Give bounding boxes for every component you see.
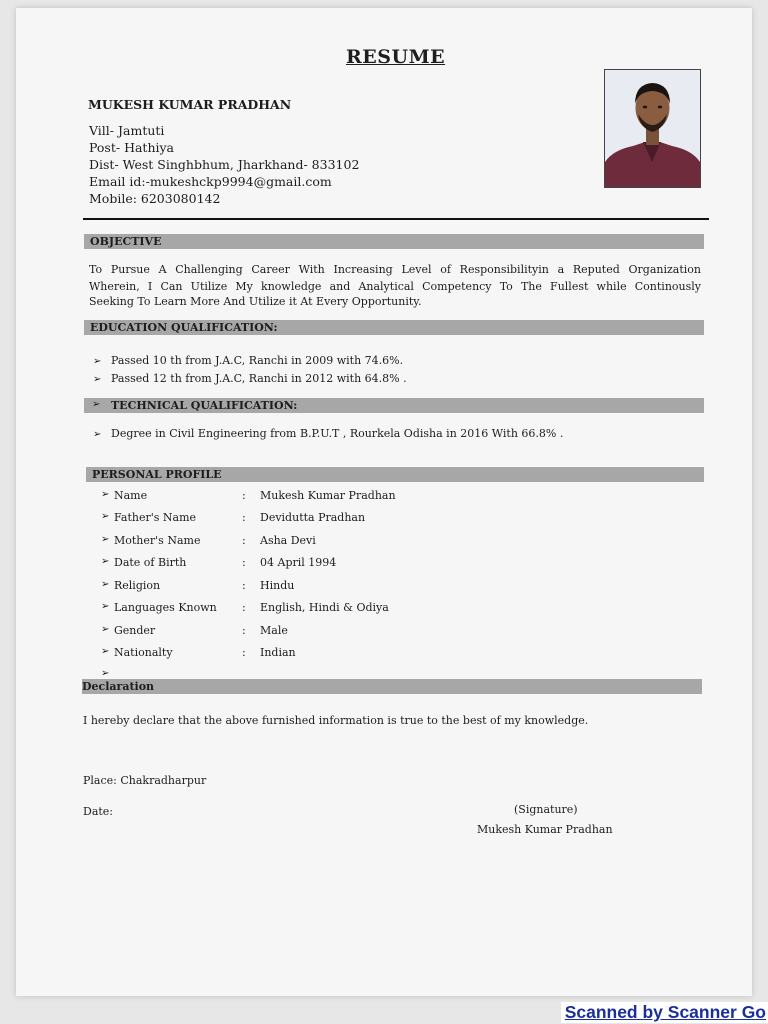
profile-photo bbox=[604, 69, 701, 188]
personal-label: Name bbox=[114, 489, 148, 502]
personal-label: Date of Birth bbox=[114, 556, 187, 569]
personal-label: Father's Name bbox=[114, 511, 197, 524]
education-item bbox=[93, 372, 407, 385]
personal-heading: PERSONAL PROFILE bbox=[92, 468, 222, 481]
objective-line-3: Seeking To Learn More And Utilize it At Every Opportunity. bbox=[89, 295, 422, 308]
personal-label: Languages Known bbox=[114, 601, 217, 614]
address-district: Dist- West Singhbhum, Jharkhand- 833102 bbox=[89, 157, 360, 172]
candidate-name: MUKESH KUMAR PRADHAN bbox=[88, 97, 292, 112]
technical-item bbox=[93, 427, 563, 440]
arrow-bullet-icon: ➢ bbox=[93, 374, 102, 385]
arrow-bullet-icon: ➢ bbox=[101, 534, 110, 545]
personal-colon: : bbox=[242, 646, 246, 659]
date-line: Date: bbox=[83, 805, 114, 818]
arrow-bullet-icon: ➢ bbox=[101, 489, 110, 500]
education-item bbox=[93, 354, 403, 367]
declaration-text: I hereby declare that the above furnished information is true to the best of my knowledge. bbox=[83, 714, 589, 727]
personal-label: Nationalty bbox=[114, 646, 173, 659]
resume-page bbox=[16, 8, 752, 996]
personal-colon: : bbox=[242, 556, 246, 569]
contact-email: Email id:-mukeshckp9994@gmail.com bbox=[89, 174, 332, 189]
arrow-bullet-icon: ➢ bbox=[101, 624, 110, 635]
personal-heading-bar bbox=[86, 467, 704, 482]
education-heading: EDUCATION QUALIFICATION: bbox=[90, 321, 278, 334]
objective-line-2: Wherein, I Can Utilize My knowledge and Analytical Competency To The Fullest while Continously bbox=[89, 280, 701, 293]
scanner-watermark: Scanned by Scanner Go bbox=[561, 1002, 768, 1023]
education-item-text: Passed 10 th from J.A.C, Ranchi in 2009 with 74.6%. bbox=[111, 354, 404, 367]
objective-heading-bar bbox=[84, 234, 704, 249]
arrow-bullet-icon: ➢ bbox=[101, 511, 110, 522]
technical-heading-bar bbox=[84, 398, 704, 413]
declaration-heading: Declaration bbox=[82, 680, 155, 693]
personal-value: Male bbox=[260, 624, 288, 637]
personal-value: 04 April 1994 bbox=[260, 556, 337, 569]
signature-label: (Signature) bbox=[514, 803, 578, 816]
personal-colon: : bbox=[242, 489, 246, 502]
objective-heading: OBJECTIVE bbox=[90, 235, 162, 248]
personal-value: Hindu bbox=[260, 579, 295, 592]
technical-heading: TECHNICAL QUALIFICATION: bbox=[111, 399, 298, 412]
header-divider bbox=[83, 218, 709, 220]
address-post: Post- Hathiya bbox=[89, 140, 175, 155]
arrow-bullet-icon: ➢ bbox=[93, 429, 102, 440]
arrow-bullet-icon: ➢ bbox=[101, 668, 110, 679]
personal-value: Mukesh Kumar Pradhan bbox=[260, 489, 396, 502]
personal-value: Indian bbox=[260, 646, 296, 659]
personal-colon: : bbox=[242, 624, 246, 637]
personal-value: English, Hindi & Odiya bbox=[260, 601, 389, 614]
personal-label: Gender bbox=[114, 624, 156, 637]
arrow-bullet-icon: ➢ bbox=[101, 601, 110, 612]
resume-title: RESUME bbox=[346, 46, 446, 68]
personal-label: Religion bbox=[114, 579, 161, 592]
place-line: Place: Chakradharpur bbox=[83, 774, 207, 787]
personal-colon: : bbox=[242, 511, 246, 524]
personal-colon: : bbox=[242, 534, 246, 547]
personal-colon: : bbox=[242, 579, 246, 592]
person-photo-icon bbox=[605, 70, 700, 187]
personal-colon: : bbox=[242, 601, 246, 614]
arrow-bullet-icon: ➢ bbox=[92, 399, 101, 410]
objective-line-1: To Pursue A Challenging Career With Increasing Level of Responsibilityin a Reputed Organization bbox=[89, 263, 701, 276]
personal-value: Asha Devi bbox=[260, 534, 316, 547]
technical-item-text: Degree in Civil Engineering from B.P.U.T , Rourkela Odisha in 2016 With 66.8% . bbox=[111, 427, 564, 440]
education-heading-bar bbox=[84, 320, 704, 335]
arrow-bullet-icon: ➢ bbox=[101, 556, 110, 567]
contact-mobile: Mobile: 6203080142 bbox=[89, 191, 221, 206]
declaration-heading-bar bbox=[82, 679, 702, 694]
personal-value: Devidutta Pradhan bbox=[260, 511, 366, 524]
signature-name: Mukesh Kumar Pradhan bbox=[477, 823, 613, 836]
arrow-bullet-icon: ➢ bbox=[101, 646, 110, 657]
arrow-bullet-icon: ➢ bbox=[101, 579, 110, 590]
address-village: Vill- Jamtuti bbox=[89, 123, 165, 138]
personal-label: Mother's Name bbox=[114, 534, 201, 547]
arrow-bullet-icon: ➢ bbox=[93, 356, 102, 367]
education-item-text: Passed 12 th from J.A.C, Ranchi in 2012 with 64.8% . bbox=[111, 372, 407, 385]
